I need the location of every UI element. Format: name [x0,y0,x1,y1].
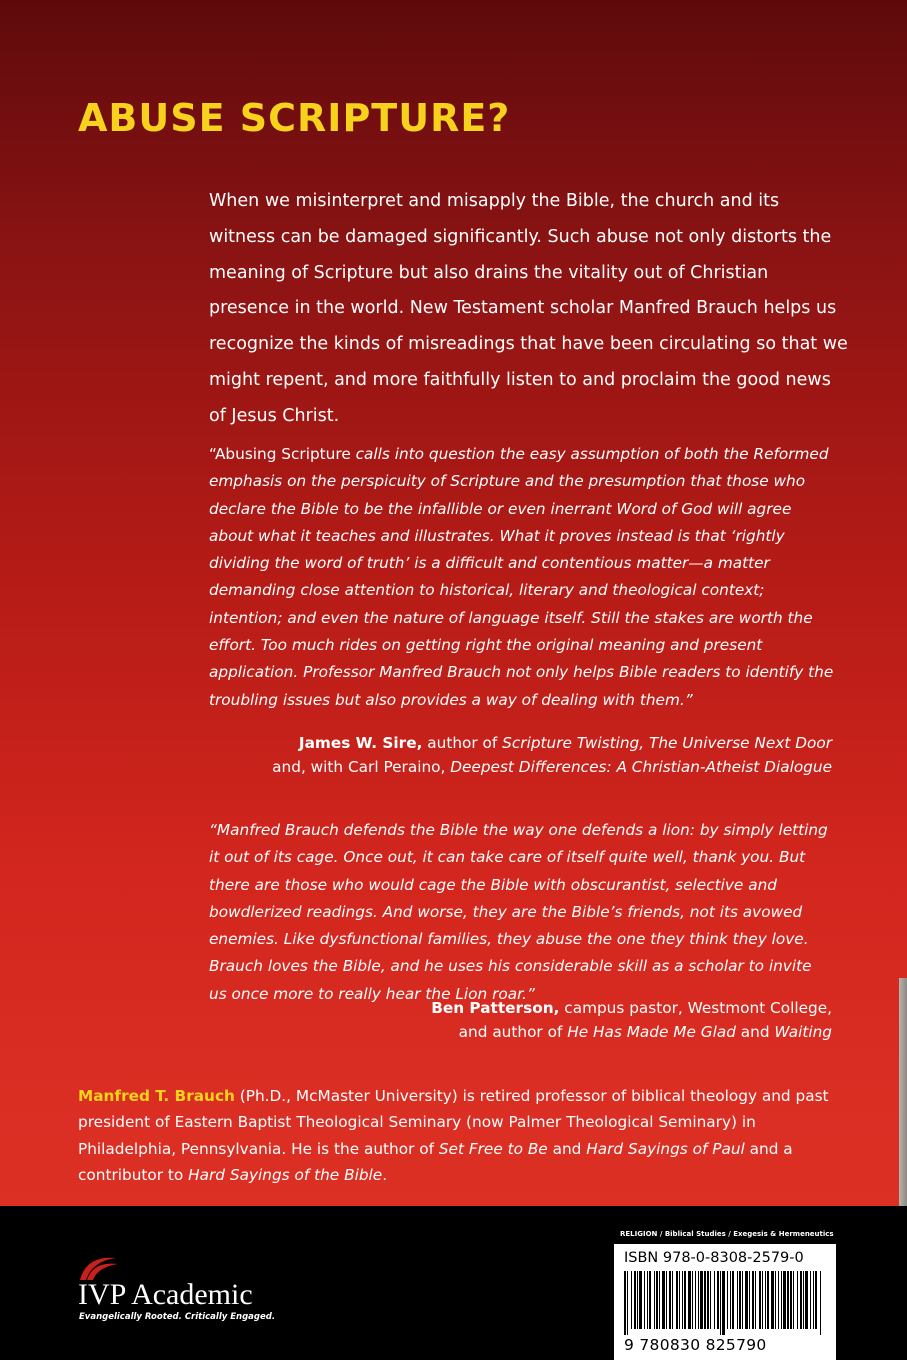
barcode-bar [781,1271,782,1329]
endorsement-quote-patterson: “Manfred Brauch defends the Bible the way one defends a lion: by simply letting it out of its cage. Once out, it can take care of itself quite well, thank you. But there are those who would cage the Bible with obscurantist, selective and bowdlerized readings. And worse, they are the Bible’s friends, not its avowed enemies. Like dysfunctional families, they abuse the one they think they love. Brauch loves the Bible, and he uses his considerable skill as a scholar to invite us once more to really hear the Lion roar.” [209,821,828,1003]
barcode-bar [765,1271,766,1329]
barcode-bar [647,1271,648,1329]
barcode-bar [710,1271,711,1329]
barcode-bar [787,1271,789,1329]
barcode-bar [714,1271,715,1329]
barcode-bar [631,1271,632,1329]
barcode-bar [676,1271,678,1329]
endorser-name: Ben Patterson, [431,999,560,1017]
barcode-bar [771,1271,774,1329]
barcode-bar [800,1271,802,1329]
barcode-bar [672,1271,673,1329]
quote-book-title: “Abusing Scripture [209,445,351,463]
barcode-bar [669,1271,671,1329]
book-description: When we misinterpret and misapply the Bible, the church and its witness can be damaged significantly. Such abuse not only distorts the meaning of Scripture but also drains the vitality out of Christian presence in the world. New Testament scholar Manfred Brauch helps us recognize the kinds of misreadings that have been circulating so that we might repent, and more faithfully listen to and proclaim the good news of Jesus Christ. [209,191,848,426]
barcode-bar [704,1271,706,1329]
endorsement-attribution-patterson: Ben Patterson, campus pastor, Westmont College, and author of He Has Made Me Glad and Waiting [431,999,832,1041]
barcode-bar [692,1271,693,1329]
barcode-bar [662,1271,665,1329]
barcode-bar [805,1271,808,1329]
barcode-bar [775,1271,776,1329]
barcode-digits: 9 780830 825790 [624,1336,767,1354]
barcode-bar [739,1271,741,1329]
barcode-bar [659,1271,660,1329]
endorser-name: James W. Sire, [298,734,423,752]
barcode-bar [639,1271,642,1329]
barcode-bar [742,1271,743,1329]
quote-body: calls into question the easy assumption of both the Reformed emphasis on the perspicuity of Scripture and the presumption that those who declare the Bible to be the infallible or even inerrant Word of God will agree about what it teaches and illustrates. What it proves instead is that ‘rightly dividing the word of truth’ is a difficult and contentious matter—a matter demanding close attention to historical, literary and theological context; intention; and even the nature of language itself. Still the stakes are worth the effort. Too much rides on getting right the original meaning and present application. Professor Manfred Brauch not only helps Bible readers to identify the troubling issues but also provides a way of dealing with them.” [209,445,834,709]
barcode-bar [624,1271,626,1335]
barcode-bar [790,1271,792,1329]
barcode-bar [644,1271,645,1329]
barcode-bar [752,1271,754,1329]
barcode-bar [684,1271,686,1329]
barcode-bar [755,1271,756,1329]
barcode-bar [720,1271,721,1335]
barcode-bar [793,1271,794,1329]
category-label: RELIGION / Biblical Studies / Exegesis & Hermeneutics [620,1230,834,1238]
barcode-icon [622,1271,828,1335]
barcode-bar [813,1271,814,1329]
barcode-bar [727,1271,728,1329]
footer-bar [0,1206,907,1360]
barcode-bar [637,1271,638,1329]
author-name: Manfred T. Brauch [78,1087,235,1105]
barcode-bar [707,1271,709,1329]
barcode-bar [803,1271,804,1329]
barcode-bar [810,1271,811,1329]
barcode-bar [730,1271,731,1329]
barcode-bar [700,1271,703,1329]
barcode-bar [815,1271,817,1329]
headline: ABUSE SCRIPTURE? [78,96,511,140]
barcode-bar [649,1271,651,1329]
barcode-bar [688,1271,691,1329]
barcode-bar [634,1271,636,1329]
publisher-tagline: Evangelically Rooted. Critically Engaged. [79,1312,276,1322]
barcode-bar [717,1271,719,1329]
barcode-bar [778,1271,779,1329]
barcode-box [614,1244,836,1360]
barcode-bar [627,1271,628,1335]
barcode-bar [695,1271,696,1329]
barcode-bar [737,1271,738,1329]
author-photo-edge [899,978,907,1206]
barcode-bar [797,1271,798,1329]
barcode-bar [654,1271,655,1329]
publisher-name: IVP Academic [78,1278,253,1311]
endorsement-attribution-sire: James W. Sire, author of Scripture Twisting, The Universe Next Door and, with Carl Peraino, Deepest Differences: A Christian-Atheist Dialogue [272,734,832,776]
isbn-number: ISBN 978-0-8308-2579-0 [624,1250,804,1266]
barcode-bar [820,1271,821,1335]
barcode-bar [682,1271,683,1329]
barcode-bar [656,1271,658,1329]
barcode-bar [762,1271,763,1329]
barcode-bar [767,1271,769,1329]
barcode-bar [698,1271,699,1329]
barcode-bar [666,1271,667,1329]
barcode-bar [732,1271,734,1329]
author-bio: Manfred T. Brauch (Ph.D., McMaster University) is retired professor of biblical theology and past president of Eastern Baptist Theological Seminary (now Palmer Theological Seminary) in Philadelphia, Pennsylvania. He is the author of Set Free to Be and Hard Sayings of Paul and a contributor to Hard Sayings of the Bible. [78,1087,829,1184]
barcode-bar [759,1271,761,1329]
barcode-bar [749,1271,750,1329]
endorsement-quote-sire [209,441,834,714]
barcode-bar [783,1271,786,1329]
barcode-bar [745,1271,748,1329]
barcode-bar [679,1271,680,1329]
barcode-bar [722,1271,725,1335]
